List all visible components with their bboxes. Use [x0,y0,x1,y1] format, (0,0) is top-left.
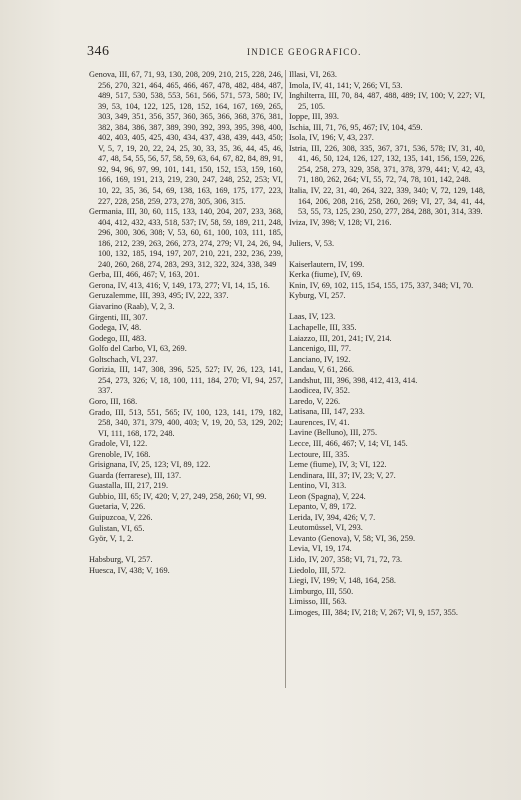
index-entry: Lido, IV, 207, 358; VI, 71, 72, 73. [289,555,403,565]
index-entry: Laredo, V, 226. [289,396,341,406]
index-entry: Genova, III, 67, 71, 93, 130, 208, 209, 210, 215, 228, 246, 256, 270, 321, 464, 465, 466, 467, 478, 482, 484, 487, 489, 517, 530, 538, 553, 561, 566, 571, 573, 580; IV, 39, 53, 104, 122, 125, 128, 152, 164, 167, 169, 265, 303, 349, 351, 356, 357, 360, 365, 366, 368, 376, 381, 382, 384, 386, 387, 389, 390, 392, 393, 395, 398, 400, 402, 403, 405, 425, 430, 434, 437, 438, 439, 443, 450; V, 5, 7, 19, 20, 22, 24, 25, 30, 33, 35, 36, 44, 45, 46, 47, 48, 54, 55, 56, 57, 58, 59, 63, 64, 67, 82, 84, 89, 91, 92, 94, 96, 97, 99, 101, 141, 150, 152, 153, 159, 160, 166, 169, 191, 213, 219, 230, 247, 248, 252, 253; VI, 10, 22, 35, 36, 54, 69, 138, 163, 169, 175, 177, 223, 227, 228, 258, 259, 273, 278, 305, 306, 315. [89,70,283,206]
index-entry: Lancenigo, III, 77. [289,344,351,354]
index-entry: Limburgo, III, 550. [289,586,354,596]
letter-section-gap [289,302,485,313]
index-entry: Giavarino (Raab), V, 2, 3. [89,302,175,312]
index-entry: Limisso, III, 563. [289,597,347,607]
index-entry: Lachapelle, III, 335. [289,322,357,332]
index-entry: Inghilterra, III, 70, 84, 487, 488, 489; IV, 100; V, 227; VI, 25, 105. [289,91,485,111]
index-entry: Guastalla, III, 217, 219. [89,481,169,491]
page-number: 346 [87,44,110,59]
index-entry: Laas, IV, 123. [289,312,336,322]
index-entry: Golfo del Carbo, VI, 63, 269. [89,344,187,354]
index-entry: Lerida, IV, 394, 426; V, 7. [289,512,376,522]
index-entry: Gradole, VI, 122. [89,439,148,449]
index-entry: Gubbio, III, 65; IV, 420; V, 27, 249, 258, 260; VI, 99. [89,491,267,501]
index-entry: Illasi, VI, 263. [289,70,338,79]
index-entry: Levanto (Genova), V, 58; VI, 36, 259. [289,533,416,543]
letter-section-gap [89,545,283,556]
index-entry: Lecce, III, 466, 467; V, 14; VI, 145. [289,439,408,448]
index-entry: Limoges, III, 384; IV, 218; V, 267; VI, 9, 157, 355. [289,607,459,617]
index-entry: Laodicea, IV, 352. [289,386,350,396]
index-entry: Lentino, VI, 313. [289,481,347,491]
index-entry: Habsburg, VI, 257. [89,555,153,565]
index-entry: Guipuzcoa, V, 226. [89,512,153,522]
index-entry: Györ, V, 1, 2. [89,534,134,544]
index-entry: Girgenti, III, 307. [89,312,148,322]
index-entry: Kerka (fiume), IV, 69. [289,270,363,280]
index-entry: Goltschach, VI, 237. [89,354,158,364]
index-entry: Godego, III, 483. [89,333,147,343]
index-entry: Liegi, IV, 199; V, 148, 164, 258. [289,576,396,586]
index-entry: Geruzalemme, III, 393, 495; IV, 222, 337. [89,291,229,301]
index-column-left [89,70,283,576]
index-entry: Leon (Spagna), V, 224. [289,491,366,501]
index-entry: Juliers, V, 53. [289,238,335,248]
index-entry: Kaiserlautern, IV, 199. [289,259,365,269]
index-entry: Isola, IV, 196; V, 43, 237. [289,133,374,143]
index-entry: Imola, IV, 41, 141; V, 266; VI, 53. [289,80,403,90]
index-entry: Gerona, IV, 413, 416; V, 149, 173, 277; VI, 14, 15, 16. [89,280,270,290]
index-entry: Huesca, IV, 438; V, 169. [89,565,170,575]
index-entry: Landau, V, 61, 266. [289,365,354,375]
index-entry: Levia, VI, 19, 174. [289,544,352,554]
index-entry: Lendinara, III, 37; IV, 23; V, 27. [289,470,396,480]
index-entry: Grenoble, IV, 168. [89,449,151,459]
index-entry: Guetaria, V, 226. [89,502,146,512]
index-entry: Lepanto, V, 89, 172. [289,502,357,512]
index-entry: Leme (fiume), IV, 3; VI, 122. [289,460,387,470]
index-entry: Grado, III, 513, 551, 565; IV, 100, 123, 141, 179, 182, 258, 340, 371, 379, 400, 403; V, 19, 20, 53, 129, 202; VI, 111, 168, 172, 248. [89,407,283,438]
index-entry: Guarda (ferrarese), III, 137. [89,470,182,480]
index-entry: Gorizia, III, 147, 308, 396, 525, 527; IV, 26, 123, 141, 254, 273, 326; V, 18, 100, 111, 184, 270; VI, 94, 257, 337. [89,365,283,396]
index-entry: Liedolo, III, 572. [289,565,346,575]
index-entry: Laurences, IV, 41. [289,417,350,427]
index-entry: Knin, IV, 69, 102, 115, 154, 155, 175, 337, 348; VI, 70. [289,280,474,290]
index-entry: Grisignana, IV, 25, 123; VI, 89, 122. [89,460,211,470]
index-entry: Lavine (Belluno), III, 275. [289,428,378,438]
index-entry: Ischia, III, 71, 76, 95, 467; IV, 104, 459. [289,122,423,132]
index-entry: Ioppe, III, 393. [289,112,339,122]
running-header: INDICE GEOGRAFICO. [247,47,362,57]
index-entry: Kyburg, VI, 257. [289,291,346,301]
index-entry: Goro, III, 168. [89,396,138,406]
index-entry: Gulistan, VI, 65. [89,523,145,533]
index-entry: Godega, IV, 48. [89,323,142,333]
index-entry: Iviza, IV, 398; V, 128; VI, 216. [289,217,392,227]
index-entry: Leutomüssel, VI, 293. [289,523,363,533]
index-entry: Italia, IV, 22, 31, 40, 264, 322, 339, 340; V, 72, 129, 148, 164, 206, 208, 216, 258, 260, 269; VI, 27, 34, 41, 44, 53, 55, 73, 125, 230, 250, 277, 284, 288, 301, 314, 339. [289,186,485,217]
letter-section-gap [289,249,485,260]
column-divider [285,70,286,688]
index-entry: Istria, III, 226, 308, 335, 367, 371, 536, 578; IV, 31, 40, 41, 46, 50, 124, 126, 127, 132, 135, 141, 156, 159, 226, 254, 258, 273, 329, 358, 371, 378, 379, 441; V, 42, 43, 71, 180, 262, 264; VI, 55, 72, 74, 78, 101, 142, 248. [289,143,485,185]
index-entry: Landshut, III, 396, 398, 412, 413, 414. [289,375,418,385]
index-column-right [289,70,485,618]
index-entry: Laiazzo, III, 201, 241; IV, 214. [289,333,392,343]
index-entry: Germania, III, 30, 60, 115, 133, 140, 204, 207, 233, 368, 404, 412, 432, 433, 518, 537; IV, 58, 59, 189, 211, 248, 296, 300, 306, 308; V, 53, 60, 61, 100, 103, 111, 185, 186, 212, 239, 263, 266, 273, 274, 279; VI, 24, 26, 94, 100, 132, 185, 194, 197, 207, 210, 221, 232, 236, 239, 240, 260, 268, 274, 283, 293, 312, 322, 324, 338, 349 [89,207,283,269]
index-entry: Gerba, III, 466, 467; V, 163, 201. [89,270,200,280]
index-entry: Latisana, III, 147, 233. [289,407,365,417]
index-entry: Lanciano, IV, 192. [289,354,351,364]
letter-section-gap [289,228,485,239]
index-entry: Lectoure, III, 335. [289,449,350,459]
